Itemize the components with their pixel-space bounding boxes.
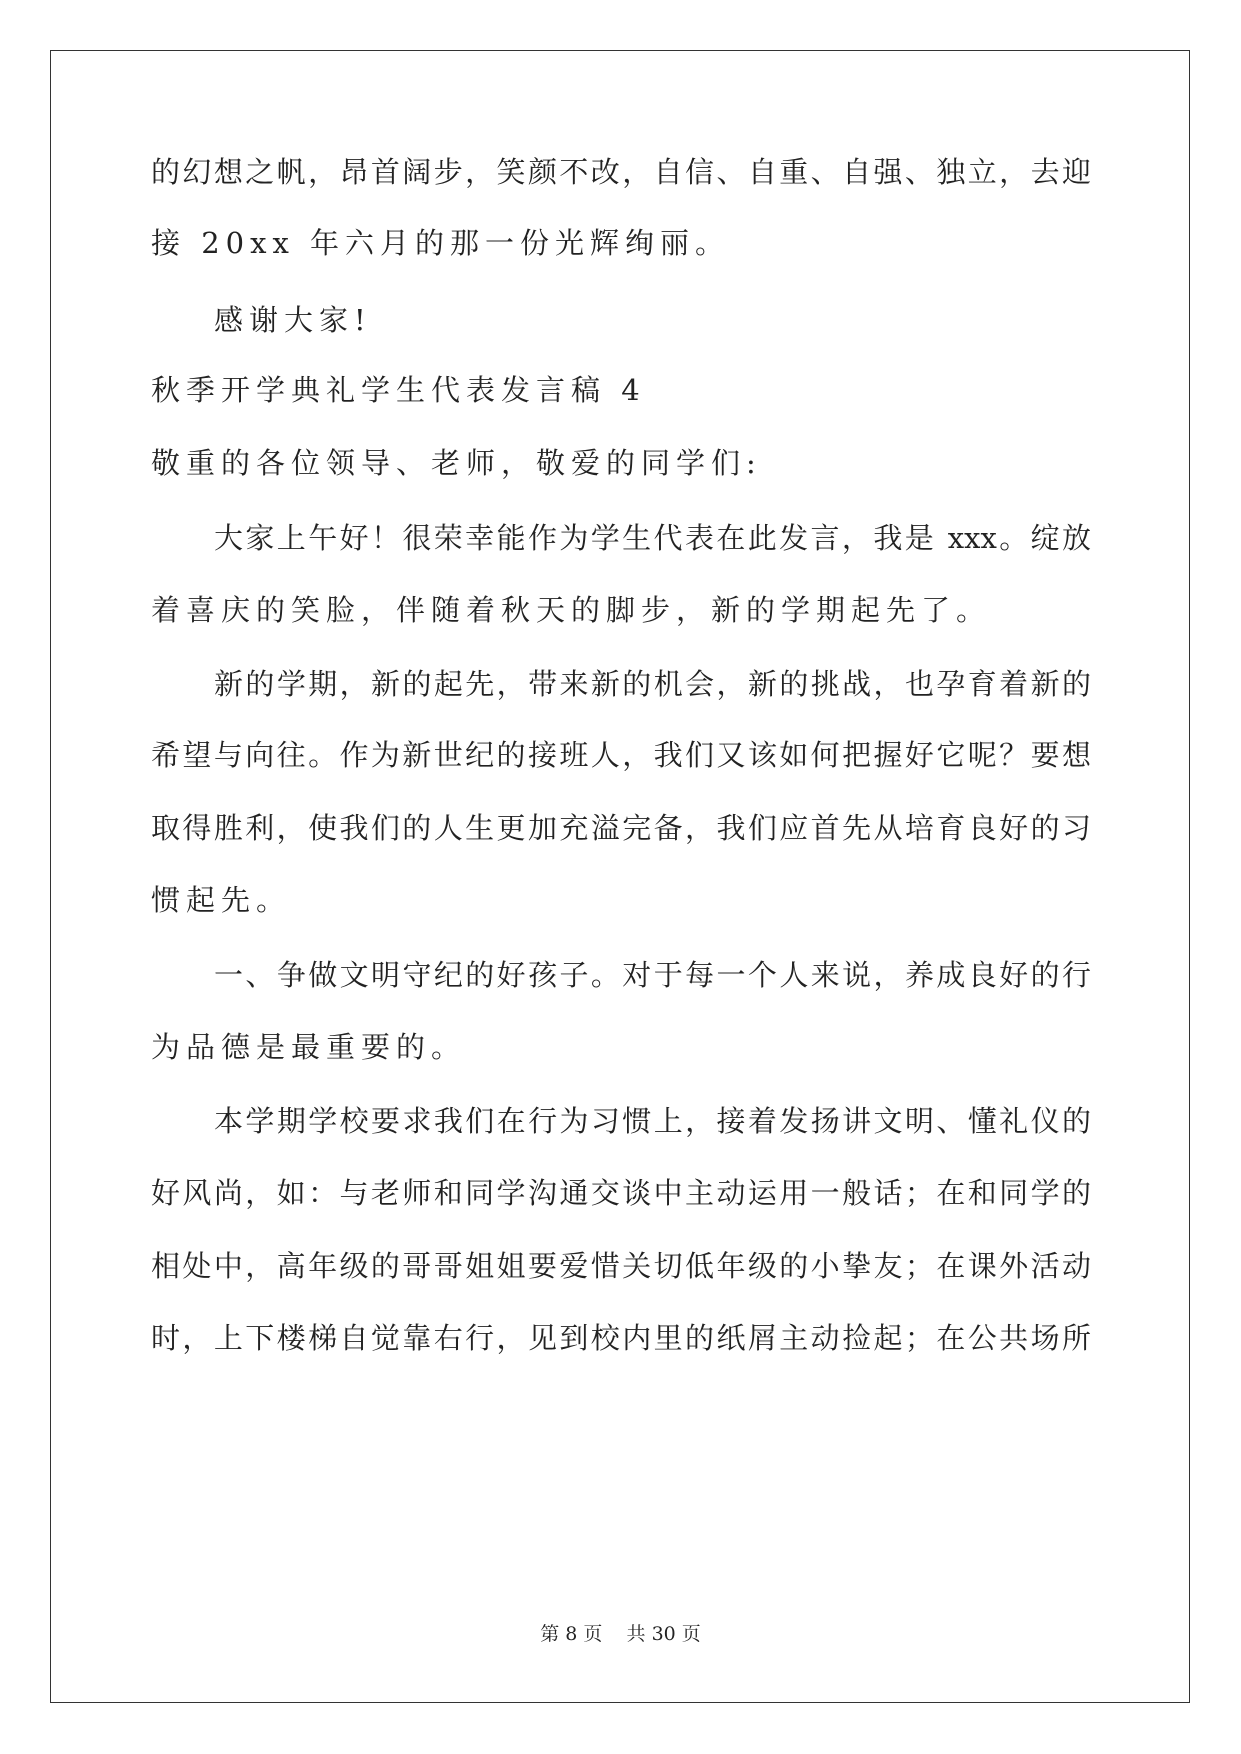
text-line-13: 为品德是最重要的。	[151, 1030, 467, 1064]
text-line-1: 的幻想之帆，昂首阔步，笑颜不改，自信、自重、自强、独立，去迎	[151, 155, 1091, 189]
text-line-11: 惯起先。	[151, 883, 292, 917]
text-line-2: 接 20xx 年六月的那一份光辉绚丽。	[151, 226, 731, 260]
text-line-10: 取得胜利，使我们的人生更加充溢完备，我们应首先从培育良好的习	[151, 811, 1091, 845]
text-line-15: 好风尚，如：与老师和同学沟通交谈中主动运用一般话；在和同学的	[151, 1176, 1091, 1210]
text-line-9: 希望与向往。作为新世纪的接班人，我们又该如何把握好它呢？要想	[151, 738, 1091, 772]
text-line-7: 着喜庆的笑脸，伴随着秋天的脚步，新的学期起先了。	[151, 593, 992, 627]
salutation: 敬重的各位领导、老师，敬爱的同学们:	[151, 446, 762, 480]
text-line-14: 本学期学校要求我们在行为习惯上，接着发扬讲文明、懂礼仪的	[214, 1104, 1091, 1138]
page-number-footer: 第 8 页 共 30 页	[540, 1623, 701, 1645]
text-line-17: 时，上下楼梯自觉靠右行，见到校内里的纸屑主动捡起；在公共场所	[151, 1321, 1091, 1355]
text-line-3: 感谢大家!	[214, 303, 372, 337]
section-heading: 秋季开学典礼学生代表发言稿 4	[151, 373, 646, 407]
text-line-16: 相处中，高年级的哥哥姐姐要爱惜关切低年级的小挚友；在课外活动	[151, 1249, 1091, 1283]
text-line-6: 大家上午好！很荣幸能作为学生代表在此发言，我是 xxx。绽放	[214, 521, 1091, 555]
page-border	[50, 50, 1190, 1703]
text-line-8: 新的学期，新的起先，带来新的机会，新的挑战，也孕育着新的	[214, 667, 1091, 701]
text-line-12: 一、争做文明守纪的好孩子。对于每一个人来说，养成良好的行	[214, 958, 1091, 992]
